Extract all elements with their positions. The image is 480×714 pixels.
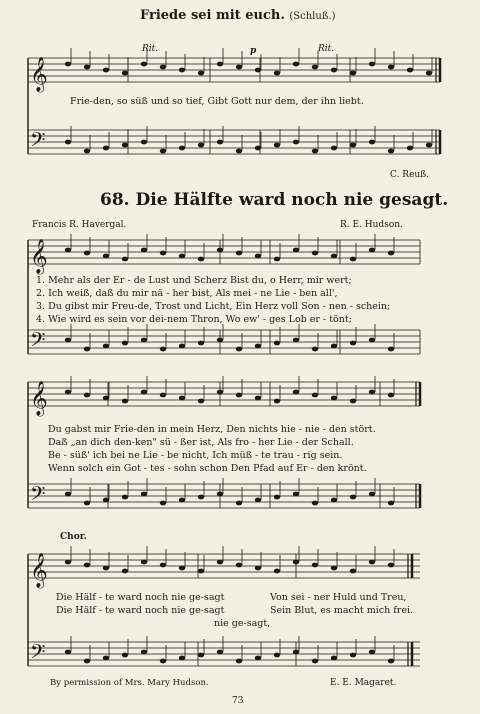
note-head (312, 563, 318, 568)
note-head (350, 257, 356, 262)
note-head (122, 653, 128, 658)
note-head (141, 492, 147, 497)
note-head (331, 498, 337, 503)
note-head (198, 569, 204, 574)
note-head (350, 569, 356, 574)
note-head (179, 254, 185, 259)
note-head (388, 149, 394, 154)
note-head (388, 347, 394, 352)
chorus-line: Die Hälf - te ward noch nie ge-sagt (56, 605, 225, 616)
note-head (160, 65, 166, 70)
note-head (65, 62, 71, 67)
note-head (236, 393, 242, 398)
note-head (369, 248, 375, 253)
note-head (255, 146, 261, 151)
note-head (65, 248, 71, 253)
note-head (426, 71, 432, 76)
chorus-line: nie ge-sagt, (214, 618, 271, 629)
note-head (312, 659, 318, 664)
note-head (179, 344, 185, 349)
top-lyric: Frie-den, so süß und so tief, Gibt Gott nur dem, der ihn liebt. (70, 96, 364, 107)
note-head (274, 143, 280, 148)
note-head (293, 140, 299, 145)
rit-mark: Rit. (318, 44, 335, 54)
arranger-credit: E. E. Magaret. (330, 678, 397, 688)
note-head (65, 560, 71, 565)
note-head (84, 149, 90, 154)
verse-line: Wenn solch ein Got - tes - sohn schon Den Pfad auf Er - den krönt. (48, 463, 367, 474)
note-head (160, 149, 166, 154)
note-head (179, 498, 185, 503)
dynamic-p: p (250, 46, 257, 56)
verse-line: Be - süß' ich bei ne Lie - be nicht, Ich müß - te trau - rig sein. (48, 450, 343, 461)
note-head (217, 650, 223, 655)
hymn-title-line (100, 190, 448, 210)
note-head (388, 65, 394, 70)
note-head (274, 399, 280, 404)
note-head (369, 140, 375, 145)
note-head (369, 492, 375, 497)
composer-credit: R. E. Hudson. (340, 220, 403, 230)
note-head (103, 498, 109, 503)
page-number: 73 (232, 696, 244, 706)
note-head (293, 338, 299, 343)
svg-text:𝄞: 𝄞 (30, 57, 48, 92)
note-head (160, 347, 166, 352)
note-head (103, 566, 109, 571)
note-head (198, 399, 204, 404)
note-head (312, 251, 318, 256)
note-head (407, 68, 413, 73)
note-head (426, 143, 432, 148)
verse-line: 2. Ich weiß, daß du mir nä - her bist, Als mei - ne Lie - ben all', (36, 288, 338, 299)
note-head (84, 251, 90, 256)
note-head (407, 146, 413, 151)
note-head (350, 143, 356, 148)
note-head (217, 248, 223, 253)
note-head (141, 560, 147, 565)
note-head (217, 390, 223, 395)
note-head (255, 254, 261, 259)
note-head (84, 563, 90, 568)
note-head (217, 338, 223, 343)
note-head (122, 341, 128, 346)
note-head (255, 344, 261, 349)
note-head (160, 393, 166, 398)
note-head (160, 563, 166, 568)
note-head (103, 146, 109, 151)
note-head (274, 569, 280, 574)
note-head (331, 344, 337, 349)
svg-text:𝄢: 𝄢 (30, 640, 46, 668)
note-head (65, 338, 71, 343)
svg-text:𝄢: 𝄢 (30, 328, 46, 356)
svg-text:𝄢: 𝄢 (30, 482, 46, 510)
svg-text:𝄢: 𝄢 (30, 128, 46, 156)
note-head (331, 566, 337, 571)
note-head (84, 65, 90, 70)
note-head (84, 501, 90, 506)
note-head (312, 65, 318, 70)
note-head (103, 396, 109, 401)
note-head (198, 495, 204, 500)
note-head (103, 68, 109, 73)
note-head (255, 396, 261, 401)
svg-text:𝄞: 𝄞 (30, 239, 48, 274)
note-head (217, 492, 223, 497)
note-head (350, 71, 356, 76)
note-head (179, 656, 185, 661)
chorus-label: Chor. (60, 532, 87, 542)
chorus-line: Die Hälf - te ward noch nie ge-sagt (56, 592, 225, 603)
hymn-number: 68. (100, 190, 130, 210)
chorus-line: Von sei - ner Huld und Treu, (270, 592, 407, 603)
note-head (293, 390, 299, 395)
note-head (179, 146, 185, 151)
note-head (274, 257, 280, 262)
verse-line: Daß „an dich den-ken" sü - ßer ist, Als fro - her Lie - der Schall. (48, 437, 354, 448)
note-head (236, 563, 242, 568)
note-head (122, 495, 128, 500)
note-head (312, 501, 318, 506)
author-credit: Francis R. Havergal. (32, 220, 127, 230)
verse-line: 3. Du gibst mir Freu-de, Trost und Licht, Ein Herz voll Son - nen - schein; (36, 301, 391, 312)
note-head (141, 390, 147, 395)
note-head (103, 254, 109, 259)
note-head (122, 71, 128, 76)
note-head (141, 650, 147, 655)
note-head (65, 650, 71, 655)
note-head (388, 501, 394, 506)
note-head (312, 347, 318, 352)
note-head (255, 566, 261, 571)
note-head (312, 393, 318, 398)
note-head (198, 71, 204, 76)
note-head (350, 341, 356, 346)
note-head (217, 62, 223, 67)
note-head (255, 498, 261, 503)
note-head (141, 62, 147, 67)
note-head (369, 650, 375, 655)
note-head (388, 659, 394, 664)
note-head (236, 347, 242, 352)
note-head (293, 650, 299, 655)
note-head (236, 65, 242, 70)
svg-text:𝄞: 𝄞 (30, 381, 48, 416)
permission-note: By permission of Mrs. Mary Hudson. (50, 678, 209, 688)
note-head (103, 344, 109, 349)
note-head (198, 257, 204, 262)
note-head (65, 492, 71, 497)
note-head (312, 149, 318, 154)
note-head (274, 495, 280, 500)
note-head (65, 140, 71, 145)
note-head (236, 659, 242, 664)
note-head (65, 390, 71, 395)
note-head (274, 341, 280, 346)
note-head (141, 248, 147, 253)
note-head (236, 501, 242, 506)
note-head (141, 338, 147, 343)
svg-text:𝄞: 𝄞 (30, 553, 48, 588)
note-head (388, 393, 394, 398)
note-head (179, 396, 185, 401)
note-head (84, 659, 90, 664)
note-head (350, 653, 356, 658)
note-head (160, 659, 166, 664)
note-head (331, 68, 337, 73)
note-head (331, 396, 337, 401)
note-head (217, 560, 223, 565)
note-head (198, 653, 204, 658)
note-head (331, 254, 337, 259)
note-head (122, 143, 128, 148)
note-head (255, 656, 261, 661)
note-head (350, 495, 356, 500)
note-head (293, 62, 299, 67)
note-head (369, 390, 375, 395)
note-head (331, 656, 337, 661)
note-head (274, 71, 280, 76)
note-head (122, 569, 128, 574)
heading-text: Friede sei mit euch. (140, 8, 285, 23)
verse-line: Du gabst mir Frie-den in mein Herz, Den nichts hie - nie - den stört. (48, 424, 376, 435)
note-head (369, 62, 375, 67)
heading-note: (Schluß.) (289, 11, 336, 22)
note-head (122, 257, 128, 262)
note-head (179, 68, 185, 73)
verse-line: 4. Wie wird es sein vor dei-nem Thron, Wo ew' - ges Lob er - tönt; (36, 314, 352, 325)
verse-line: 1. Mehr als der Er - de Lust und Scherz Bist du, o Herr, mir wert; (36, 275, 352, 286)
note-head (236, 251, 242, 256)
chorus-line: Sein Blut, es macht mich frei. (270, 605, 414, 616)
note-head (84, 393, 90, 398)
rit-mark: Rit. (142, 44, 159, 54)
note-head (179, 566, 185, 571)
note-head (103, 656, 109, 661)
note-head (217, 140, 223, 145)
note-head (293, 492, 299, 497)
note-head (274, 653, 280, 658)
note-head (293, 560, 299, 565)
note-head (160, 501, 166, 506)
note-head (369, 338, 375, 343)
note-head (141, 140, 147, 145)
note-head (122, 399, 128, 404)
note-head (388, 251, 394, 256)
note-head (160, 251, 166, 256)
note-head (331, 146, 337, 151)
note-head (293, 248, 299, 253)
note-head (388, 563, 394, 568)
note-head (236, 149, 242, 154)
note-head (255, 68, 261, 73)
note-head (198, 143, 204, 148)
top-composer: C. Reuß. (390, 170, 430, 180)
note-head (84, 347, 90, 352)
note-head (350, 399, 356, 404)
hymn-title: Die Hälfte ward noch nie gesagt. (135, 190, 449, 210)
note-head (369, 560, 375, 565)
note-head (198, 341, 204, 346)
